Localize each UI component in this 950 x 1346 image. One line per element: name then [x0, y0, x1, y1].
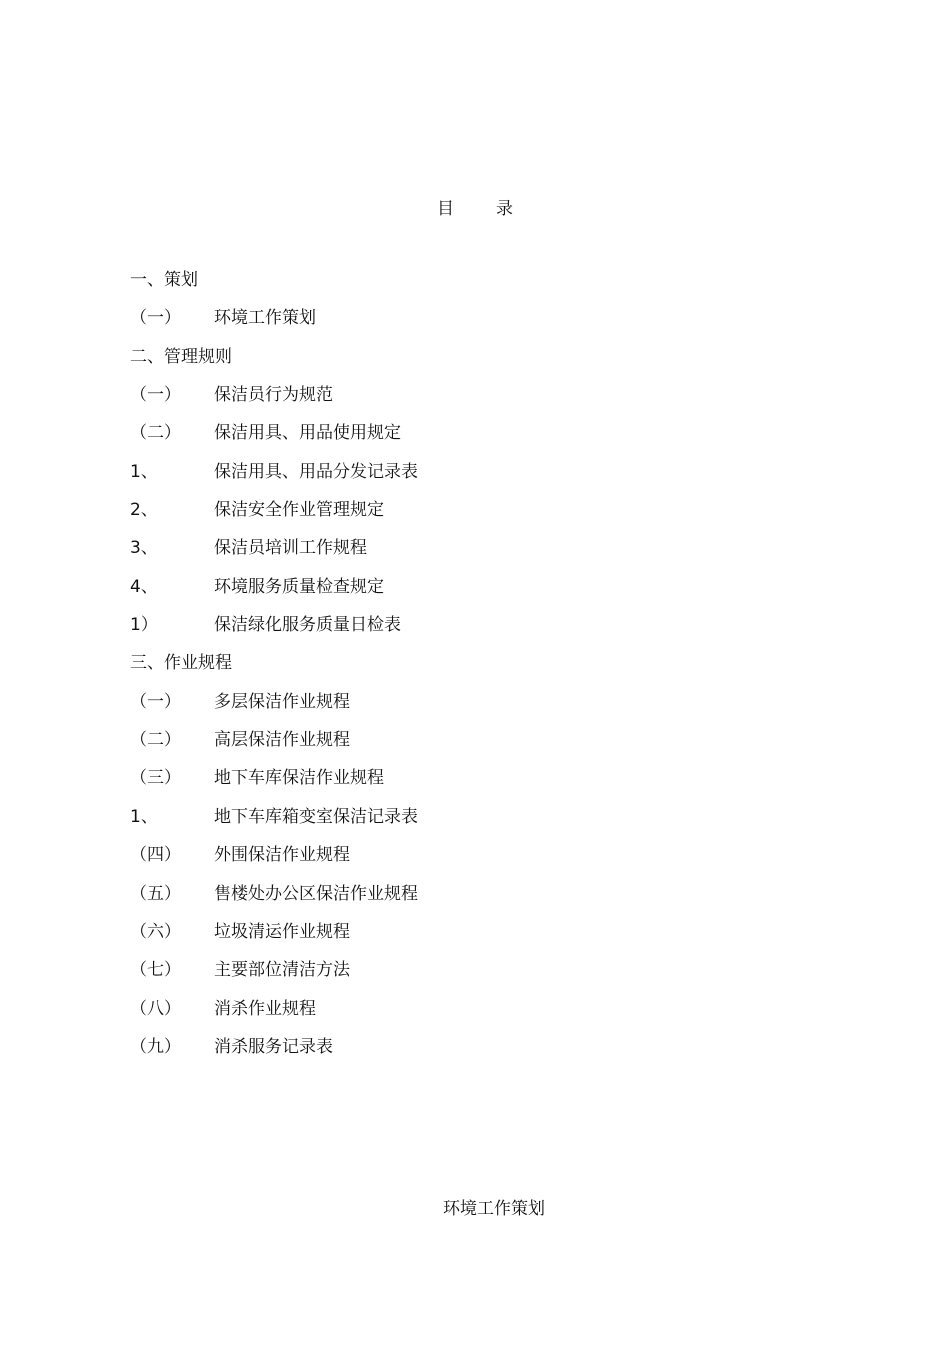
toc-entry-number: 1） [130, 615, 158, 636]
toc-entry-number: （七） [130, 960, 181, 981]
toc-entry-number: 4、 [130, 576, 158, 597]
toc-entry [130, 805, 418, 843]
toc-entry-label: 主要部位清洁方法 [214, 960, 350, 981]
toc-entry-label: 保洁绿化服务质量日检表 [214, 615, 401, 636]
toc-entry [130, 690, 418, 728]
toc-entry-number: 一、 [130, 270, 164, 290]
toc-entry-label: 环境工作策划 [214, 308, 316, 329]
toc-entry-number: （八） [130, 998, 181, 1019]
toc-entry [130, 958, 418, 996]
toc-section [130, 268, 418, 306]
toc-entry-number: （三） [130, 768, 181, 789]
toc-entry-label: 管理规则 [164, 346, 232, 367]
toc-entry-number: 二、 [130, 346, 164, 367]
toc-entry-label: 垃圾清运作业规程 [214, 921, 350, 942]
toc-entry [130, 498, 418, 536]
toc-entry [130, 1035, 418, 1073]
toc-entry-label: 环境服务质量检查规定 [214, 576, 384, 597]
toc-title-part1: 目 [437, 199, 454, 219]
toc-title [0, 198, 950, 220]
toc-entry-label: 消杀服务记录表 [214, 1036, 333, 1057]
toc-entry-label: 保洁员培训工作规程 [214, 538, 367, 559]
toc-list [130, 268, 418, 1073]
toc-entry [130, 882, 418, 920]
toc-section [130, 345, 418, 383]
toc-section [130, 651, 418, 689]
toc-entry [130, 460, 418, 498]
toc-entry-number: 3、 [130, 538, 158, 559]
toc-entry-number: （六） [130, 921, 181, 942]
toc-entry-number: 2、 [130, 500, 158, 521]
toc-entry [130, 766, 418, 804]
toc-entry [130, 575, 418, 613]
toc-entry-label: 外围保洁作业规程 [214, 845, 350, 866]
toc-entry-label: 售楼处办公区保洁作业规程 [214, 883, 418, 904]
toc-entry-number: （五） [130, 883, 181, 904]
toc-entry [130, 306, 418, 344]
toc-entry [130, 383, 418, 421]
toc-entry-label: 地下车库保洁作业规程 [214, 768, 384, 789]
toc-entry-number: （一） [130, 691, 181, 712]
toc-entry-label: 保洁用具、用品使用规定 [214, 423, 401, 444]
toc-entry [130, 920, 418, 958]
toc-entry-number: （一） [130, 308, 181, 329]
toc-entry-label: 地下车库箱变室保洁记录表 [214, 806, 418, 827]
section-heading: 环境工作策划 [443, 1199, 545, 1219]
toc-entry-label: 多层保洁作业规程 [214, 691, 350, 712]
toc-entry-label: 高层保洁作业规程 [214, 730, 350, 751]
toc-entry [130, 728, 418, 766]
toc-entry [130, 536, 418, 574]
toc-entry-number: （一） [130, 385, 181, 406]
toc-entry-number: （四） [130, 845, 181, 866]
toc-entry [130, 997, 418, 1035]
toc-entry [130, 843, 418, 881]
toc-entry-number: 1、 [130, 461, 158, 482]
toc-entry-label: 保洁安全作业管理规定 [214, 500, 384, 521]
toc-entry-label: 消杀作业规程 [214, 998, 316, 1019]
toc-entry-number: 三、 [130, 653, 164, 674]
toc-entry-label: 策划 [164, 270, 198, 290]
toc-entry-number: （二） [130, 730, 181, 751]
toc-entry-label: 保洁员行为规范 [214, 385, 333, 406]
toc-title-part2: 录 [496, 199, 513, 219]
toc-entry-label: 保洁用具、用品分发记录表 [214, 461, 418, 482]
toc-entry-label: 作业规程 [164, 653, 232, 674]
toc-entry-number: （九） [130, 1036, 181, 1057]
toc-entry [130, 421, 418, 459]
toc-entry-number: 1、 [130, 806, 158, 827]
toc-entry [130, 613, 418, 651]
toc-entry-number: （二） [130, 423, 181, 444]
